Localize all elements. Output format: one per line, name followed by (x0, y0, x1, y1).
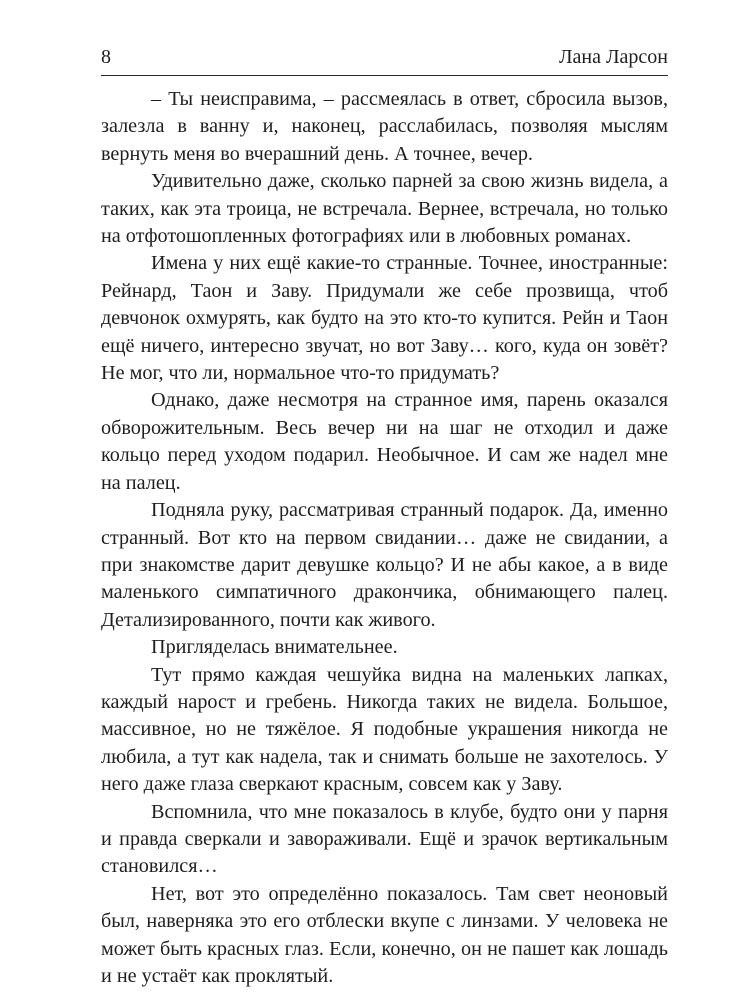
paragraph: Однако, даже несмотря на странное имя, парень оказался обворожительным. Весь вечер ни на шаг не отходил и даже кольцо перед уходом подарил. Необычное. И сам же надел мне на палец. (101, 389, 668, 494)
paragraph: Удивительно даже, сколько парней за свою жизнь видела, а таких, как эта троица, не встречала. Вернее, встречала, но только на отфотошопленных фотографиях или в любовных романах. (101, 170, 668, 248)
paragraph: Пригляделась внимательнее. (151, 636, 398, 659)
body-text (101, 86, 668, 990)
paragraph: Подняла руку, рассматривая странный подарок. Да, именно странный. Вот кто на первом свидании… даже не свидании, а при знакомстве дарит девушке кольцо? И не абы какое, а в виде маленького симпатичного дракончика, обнимающего палец. Детализированного, почти как живого. (101, 499, 668, 631)
paragraph: Имена у них ещё какие-то странные. Точнее, иностранные: Рейнард, Таон и Заву. Придумали же себе прозвища, чтоб девчонок охмурять, как будто на это кто-то купится. Рейн и Таон ещё ничего, интересно звучат, но вот Заву… кого, куда он зовёт? Не мог, что ли, нормальное что-то придумать? (101, 252, 668, 385)
page-header (101, 44, 668, 74)
paragraph: – Ты неисправима, – рассмеялась в ответ, сбросила вызов, залезла в ванну и, наконец, расслабилась, позволяя мыслям вернуть меня во вчерашний день. А точнее, вечер. (101, 88, 668, 165)
paragraph: Тут прямо каждая чешуйка видна на маленьких лапках, каждый нарост и гребень. Никогда таких не видела. Большое, массивное, но не тяжёлое. Я подобные украшения никогда не любила, а тут как надела, так и снимать больше не захотелось. У него даже глаза сверкают красным, совсем как у Заву. (101, 663, 668, 796)
page-number: 8 (101, 46, 111, 68)
paragraph: Вспомнила, что мне показалось в клубе, будто они у парня и правда сверкали и завораживали. Ещё и зрачок вертикальным становился… (101, 800, 668, 878)
running-head-author: Лана Ларсон (558, 46, 668, 68)
paragraph: Нет, вот это определённо показалось. Там свет неоновый был, наверняка это его отблески вкупе с линзами. У человека не может быть красных глаз. Если, конечно, он не пашет как лошадь и не устаёт как проклятый. (101, 882, 668, 987)
header-rule (101, 75, 668, 76)
